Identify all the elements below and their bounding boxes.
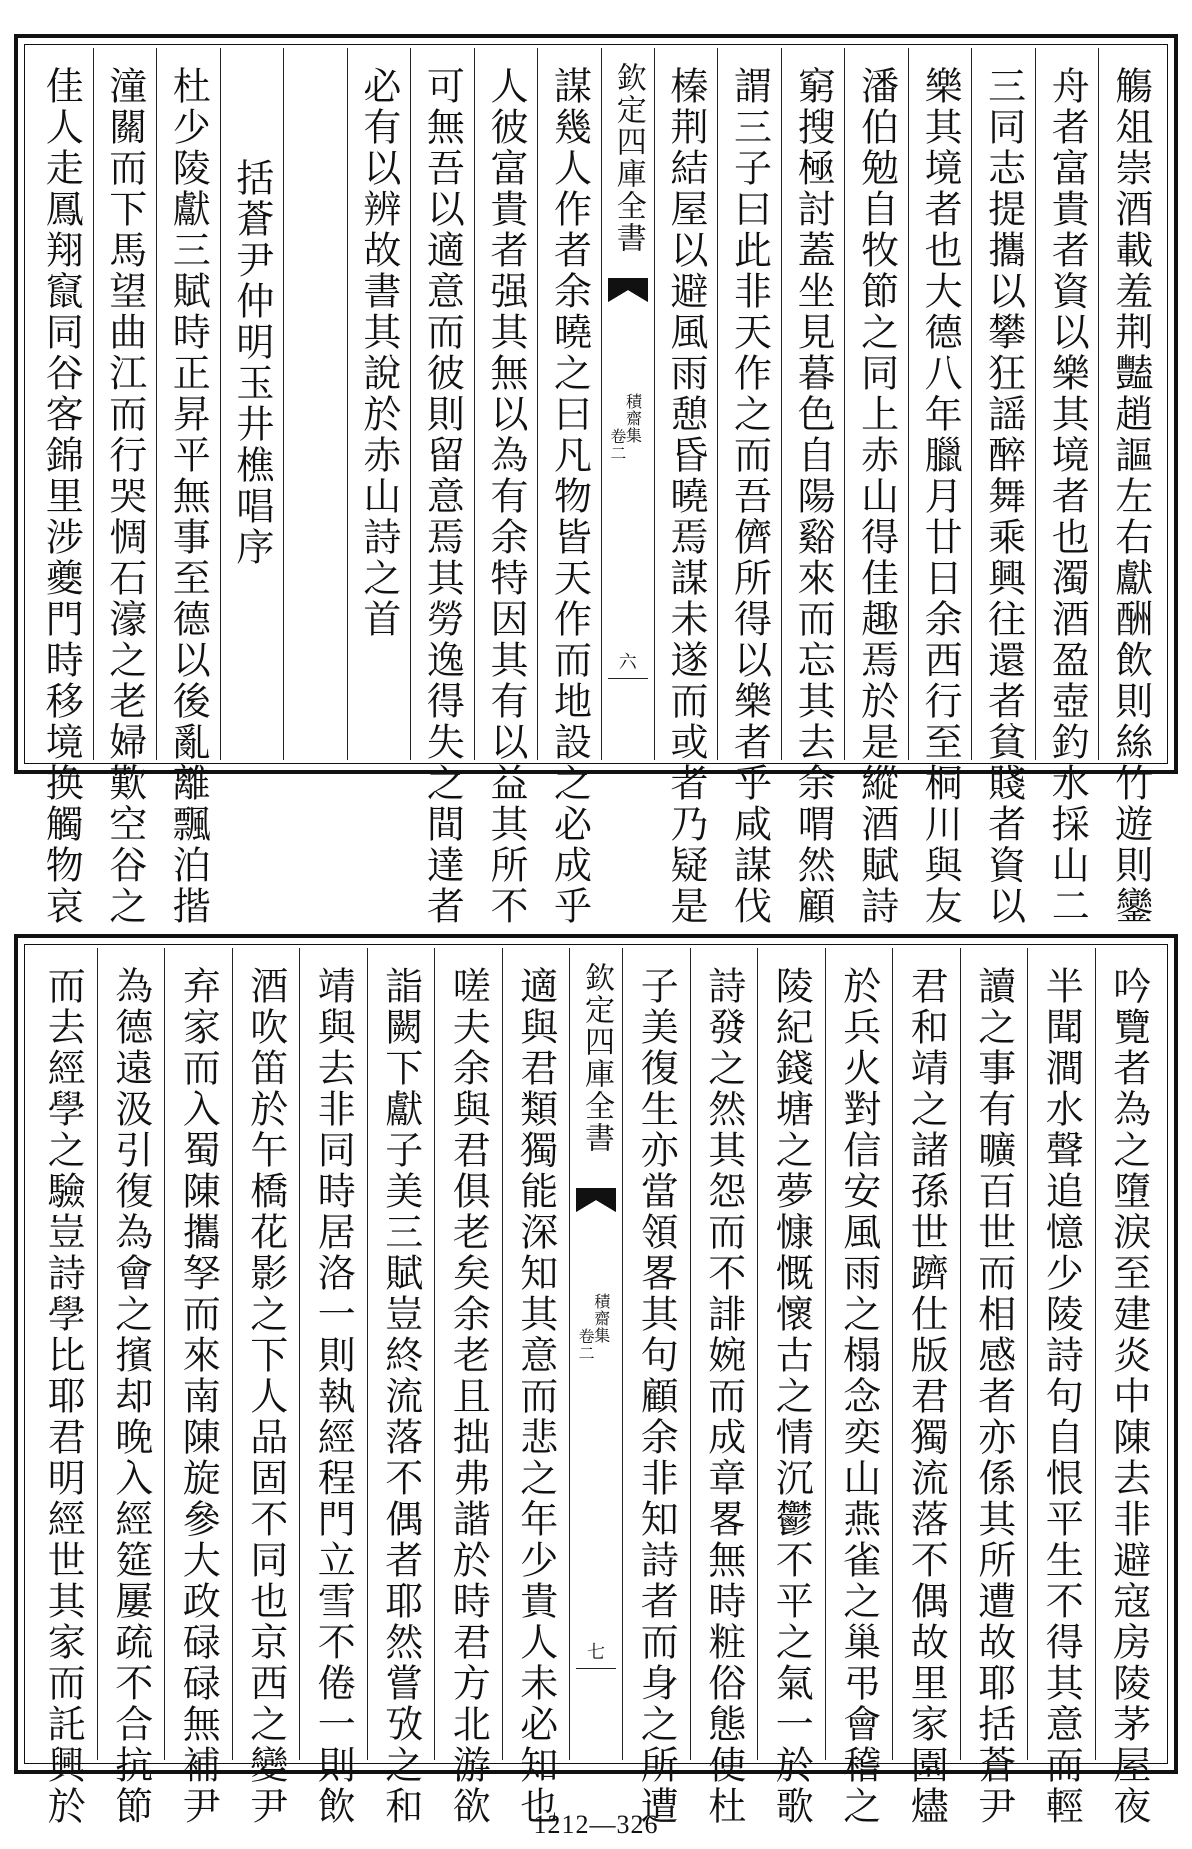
column-text: 可無吾以適意而彼則留意焉其勞逸得失之間達者 bbox=[420, 66, 465, 927]
preface-title: 括蒼尹仲明玉井樵唱序 bbox=[229, 158, 274, 568]
text-column bbox=[30, 948, 97, 1827]
header-collection: 積齋集 bbox=[623, 393, 643, 444]
top-page-columns bbox=[30, 48, 1162, 927]
column-text: 讀之事有曠百世而相感者亦係其所遭故耶括蒼尹 bbox=[971, 966, 1016, 1827]
text-column bbox=[844, 48, 908, 927]
column-text: 佳人走鳳翔竄同谷客錦里涉夔門時移境换觸物哀 bbox=[39, 66, 84, 927]
column-text: 嗟夫余與君俱老矣余老且拙弗諧於時君方北游欲 bbox=[446, 966, 491, 1827]
column-text: 觴俎崇酒載羞荆豔趙謳左右獻酬飲則絲竹遊則鑾 bbox=[1108, 66, 1153, 927]
column-text: 適與君類獨能深知其意而悲之年少貴人未必知也 bbox=[513, 966, 558, 1827]
text-column bbox=[971, 48, 1035, 927]
text-column bbox=[825, 948, 893, 1827]
column-text: 榛荆結屋以避風雨憩昏曉焉謀未遂而或者乃疑是 bbox=[664, 66, 709, 927]
text-column bbox=[717, 48, 781, 927]
text-column bbox=[97, 948, 165, 1827]
book-title: 欽定四庫全書 bbox=[579, 962, 614, 1154]
text-column bbox=[164, 948, 232, 1827]
column-text: 子美復生亦當領畧其句顧余非知詩者而身之所遭 bbox=[634, 966, 679, 1827]
column-text: 而去經學之驗豈詩學比耶君明經世其家而託興於 bbox=[41, 966, 86, 1827]
text-column bbox=[781, 48, 845, 927]
column-text: 必有以辨故書其說於赤山詩之首 bbox=[356, 66, 401, 640]
fish-tail-mark bbox=[576, 1188, 616, 1214]
header-volume: 卷二 bbox=[607, 428, 627, 462]
text-column bbox=[1098, 48, 1162, 927]
column-text: 半聞澗水聲追憶少陵詩句自恨平生不得其意而輕 bbox=[1039, 966, 1084, 1827]
column-text: 於兵火對信安風雨之榻念奕山燕雀之巢弔會稽之 bbox=[836, 966, 881, 1827]
text-column bbox=[367, 948, 435, 1827]
column-text: 為德遠汲引復為會之擯却晚入經筵屢疏不合抗節 bbox=[108, 966, 153, 1827]
column-text: 吟覽者為之墮淚至建炎中陳去非避寇房陵茅屋夜 bbox=[1106, 966, 1151, 1827]
text-column bbox=[156, 48, 220, 927]
center-fold-strip bbox=[601, 48, 654, 760]
column-text: 君和靖之諸孫世躋仕版君獨流落不偶故里家園燼 bbox=[904, 966, 949, 1827]
text-column bbox=[220, 48, 284, 760]
text-column bbox=[283, 48, 347, 760]
text-column bbox=[892, 948, 960, 1827]
column-text: 弃家而入蜀陳攜孥而來南陳旋參大政碌碌無補尹 bbox=[176, 966, 221, 1827]
column-text: 詣闕下獻子美三賦豈終流落不偶者耶然嘗攷之和 bbox=[378, 966, 423, 1827]
column-text: 窮搜極討蓋坐見暮色自陽谿來而忘其去余喟然顧 bbox=[791, 66, 836, 927]
page-footer-number: 1212—326 bbox=[533, 1810, 659, 1839]
page-number: 六 bbox=[618, 652, 637, 673]
column-text: 酒吹笛於午橋花影之下人品固不同也京西之變尹 bbox=[243, 966, 288, 1827]
text-column bbox=[757, 948, 825, 1827]
fish-tail-mark bbox=[608, 278, 648, 304]
header-collection: 積齋集 bbox=[591, 1293, 611, 1344]
column-text: 杜少陵獻三賦時正昇平無事至德以後亂離飄泊揩 bbox=[166, 66, 211, 927]
column-text: 潼關而下馬望曲江而行哭惆石濠之老婦歎空谷之 bbox=[102, 66, 147, 927]
book-title: 欽定四庫全書 bbox=[610, 62, 646, 254]
text-column bbox=[622, 948, 690, 1827]
center-fold-strip bbox=[569, 948, 622, 1760]
column-text: 靖與去非同時居洛一則執經程門立雪不倦一則飲 bbox=[311, 966, 356, 1827]
fold-rule bbox=[608, 678, 648, 679]
text-column bbox=[434, 948, 502, 1827]
text-column bbox=[232, 948, 300, 1827]
top-page bbox=[14, 34, 1178, 927]
text-column bbox=[537, 48, 601, 927]
text-column bbox=[690, 948, 758, 1827]
column-text: 三同志提攜以攀狂謡醉舞乘興往還者貧賤者資以 bbox=[981, 66, 1026, 927]
column-text: 謀幾人作者余曉之曰凡物皆天作而地設之必成乎 bbox=[547, 66, 592, 927]
text-column bbox=[654, 48, 718, 927]
text-column bbox=[299, 948, 367, 1827]
column-text: 詩發之然其怨而不誹婉而成章畧無時粧俗態使杜 bbox=[701, 966, 746, 1827]
column-text: 陵紀錢塘之夢慷慨懷古之情沉鬱不平之氣一於歌 bbox=[769, 966, 814, 1827]
column-text: 舟者富貴者資以樂其境者也濁酒盈壺釣水採山二 bbox=[1045, 66, 1090, 927]
column-text: 謂三子曰此非天作之而吾儕所得以樂者乎咸謀伐 bbox=[727, 66, 772, 927]
column-text: 人彼富貴者强其無以為有余特因其有以益其所不 bbox=[483, 66, 528, 927]
column-text: 潘伯勉自牧節之同上赤山得佳趣焉於是縱酒賦詩 bbox=[854, 66, 899, 927]
column-text: 樂其境者也大德八年臘月廿日余西行至桐川與友 bbox=[918, 66, 963, 927]
fold-rule bbox=[576, 1668, 616, 1669]
text-column bbox=[908, 48, 972, 927]
text-column bbox=[1095, 948, 1163, 1827]
text-column bbox=[1035, 48, 1099, 927]
header-volume: 卷二 bbox=[576, 1328, 596, 1362]
text-column bbox=[960, 948, 1028, 1827]
text-column bbox=[474, 48, 538, 927]
text-column bbox=[410, 48, 474, 927]
text-column bbox=[502, 948, 570, 1827]
text-column bbox=[347, 48, 411, 760]
text-column bbox=[93, 48, 157, 927]
page-number: 七 bbox=[587, 1642, 605, 1663]
text-column bbox=[1027, 948, 1095, 1827]
text-column bbox=[30, 48, 93, 927]
